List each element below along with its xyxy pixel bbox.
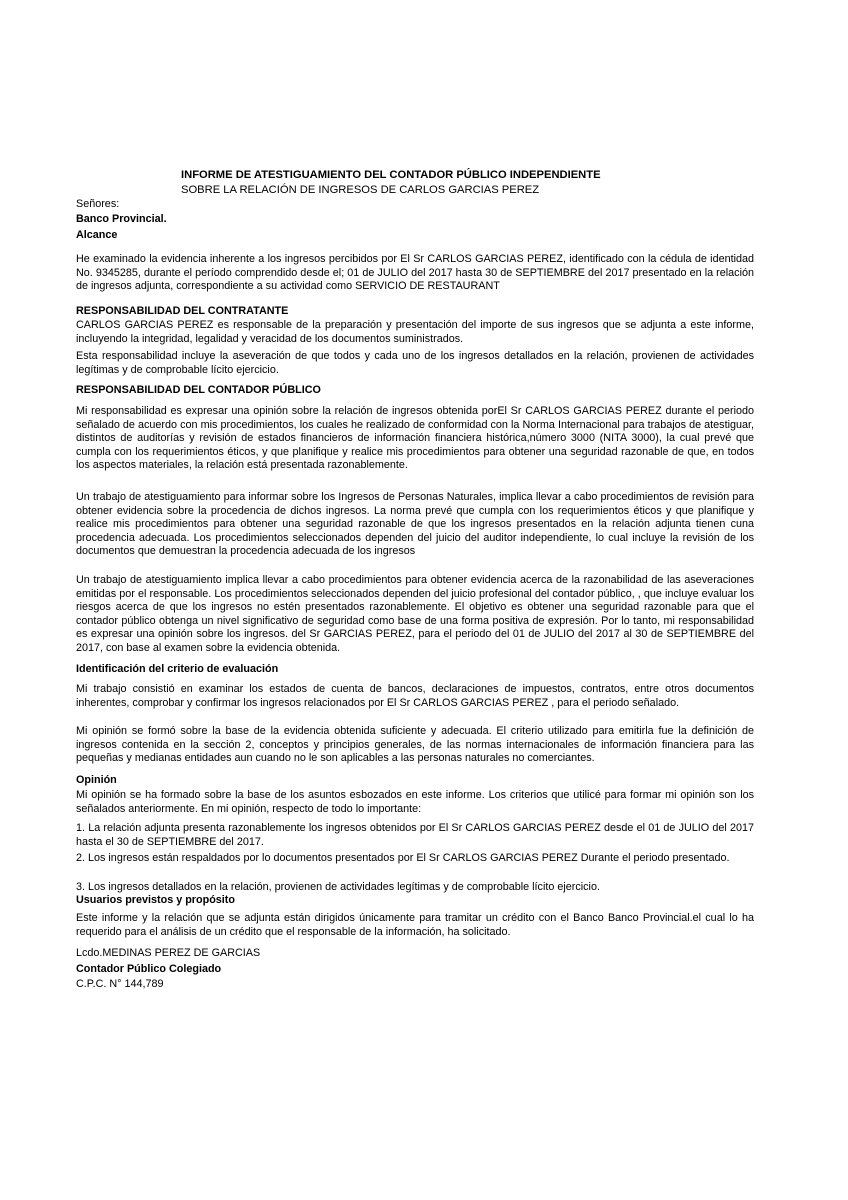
criteria-paragraph-1: Mi trabajo consistió en examinar los estados de cuenta de bancos, declaraciones de impuestos, contratos, entre otros documentos inherentes, comprobar y confirmar los ingresos relacionados por El Sr CARLOS GARCIAS PEREZ , para el periodo señalado.	[76, 683, 754, 709]
report-title	[181, 168, 661, 197]
accountant-paragraph-1: Mi responsabilidad es expresar una opinión sobre la relación de ingresos obtenida porEl Sr CARLOS GARCIAS PEREZ durante el periodo señalado de acuerdo con mis procedimientos, los cuales he realizado de conformidad con la Norma Internacional para trabajos de atestiguar, distintos de auditorías y revisión de estados financieros de información financiera histórica,número 3000 (NITA 3000), la cual prevé que cumpla con los requerimientos éticos, y que planifique y realice mis procedimientos para obtener una seguridad razonable de que, en todos los aspectos materiales, la relación está presentada razonablemente.	[76, 405, 754, 472]
accountant-paragraph-2: Un trabajo de atestiguamiento para informar sobre los Ingresos de Personas Naturales, implica llevar a cabo procedimientos de revisión para obtener evidencia sobre la procedencia de dichos ingresos. La norma prevé que cumpla con los requerimientos éticos y que planifique y realice mis procedimientos para obtener una seguridad razonable de que los ingresos presentados en la relación adjunta tienen cuna procedencia adecuada. Los procedimientos seleccionados dependen del juicio del auditor independiente, lo cual incluye la revisión de los documentos que demuestran la procedencia adecuada de los ingresos	[76, 491, 754, 558]
opinion-heading: Opinión	[76, 774, 117, 786]
criteria-paragraph-2: Mi opinión se formó sobre la base de la evidencia obtenida suficiente y adecuada. El criterio utilizado para emitirla fue la definición de ingresos contenida en la sección 2, conceptos y principios generales, de las normas internacionales de información financiera para las pequeñas y medianas entidades aun cuando no le son aplicables a las personas naturales no comerciantes.	[76, 725, 754, 765]
opinion-intro: Mi opinión se ha formado sobre la base de los asuntos esbozados en este informe. Los criterios que utilicé para formar mi opinión son los señalados anteriormente. En mi opinión, respecto de todo lo importante:	[76, 789, 754, 815]
opinion-item-3: 3. Los ingresos detallados en la relación, provienen de actividades legítimas y de comprobable lícito ejercicio.	[76, 881, 600, 893]
contractor-heading: RESPONSABILIDAD DEL CONTRATANTE	[76, 305, 289, 317]
scope-heading: Alcance	[76, 229, 118, 242]
users-paragraph: Este informe y la relación que se adjunta están dirigidos únicamente para tramitar un crédito con el Banco Banco Provincial.el cual lo ha requerido para el análisis de un crédito que el responsable de la información, ha solicitado.	[76, 912, 754, 938]
signature-name: Lcdo.MEDINAS PEREZ DE GARCIAS	[76, 947, 261, 959]
signature-block	[76, 947, 754, 992]
signature-role: Contador Público Colegiado	[76, 962, 222, 975]
contractor-paragraph-2: Esta responsabilidad incluye la aseveración de que todos y cada uno de los ingresos detallados en la relación, provienen de actividades legítimas y de comprobable lícito ejercicio.	[76, 350, 754, 376]
addressee	[76, 198, 754, 243]
title-line-2: SOBRE LA RELACIÓN DE INGRESOS DE CARLOS GARCIAS PEREZ	[181, 183, 540, 196]
contractor-paragraph-1: CARLOS GARCIAS PEREZ es responsable de la preparación y presentación del importe de sus ingresos que se adjunta a este informe, incluyendo la integridad, legalidad y veracidad de los documentos suministrados.	[76, 319, 754, 345]
opinion-item-2: 2. Los ingresos están respaldados por lo documentos presentados por El Sr CARLOS GARCIAS PEREZ Durante el periodo presentado.	[76, 852, 730, 864]
criteria-heading: Identificación del criterio de evaluación	[76, 663, 279, 675]
accountant-paragraph-3: Un trabajo de atestiguamiento implica llevar a cabo procedimientos para obtener evidencia acerca de la razonabilidad de las aseveraciones emitidas por el responsable. Los procedimientos seleccionados dependen del juicio profesional del contador público, , que incluye evaluar los riesgos acerca de que los ingresos no estén presentados razonablemente. El objetivo es obtener una seguridad razonable para que el contador público obtenga un nivel significativo de seguridad como base de una forma positiva de expresión. Por lo tanto, mi responsabilidad es expresar una opinión sobre los ingresos. del Sr GARCIAS PEREZ, para el periodo del 01 de JULIO del 2017 al 30 de SEPTIEMBRE del 2017, con base al examen sobre la evidencia obtenida.	[76, 574, 754, 654]
users-heading: Usuarios previstos y propósito	[76, 894, 235, 906]
signature-license: C.P.C. N° 144,789	[76, 978, 164, 991]
scope-paragraph: He examinado la evidencia inherente a los ingresos percibidos por El Sr CARLOS GARCIAS PEREZ, identificado con la cédula de identidad No. 9345285, durante el período comprendido desde el; 01 de JULIO del 2017 hasta 30 de SEPTIEMBRE del 2017 presentado en la relación de ingresos adjunta, correspondiente a su actividad como SERVICIO DE RESTAURANT	[76, 253, 754, 293]
salutation: Señores:	[76, 198, 120, 210]
accountant-heading: RESPONSABILIDAD DEL CONTADOR PÚBLICO	[76, 384, 321, 396]
opinion-item-1: 1. La relación adjunta presenta razonablemente los ingresos obtenidos por El Sr CARLOS GARCIAS PEREZ desde el 01 de JULIO del 2017 hasta el 30 de SEPTIEMBRE del 2017.	[76, 822, 754, 848]
title-line-1: INFORME DE ATESTIGUAMIENTO DEL CONTADOR PÚBLICO INDEPENDIENTE	[181, 169, 601, 181]
recipient: Banco Provincial.	[76, 212, 167, 225]
